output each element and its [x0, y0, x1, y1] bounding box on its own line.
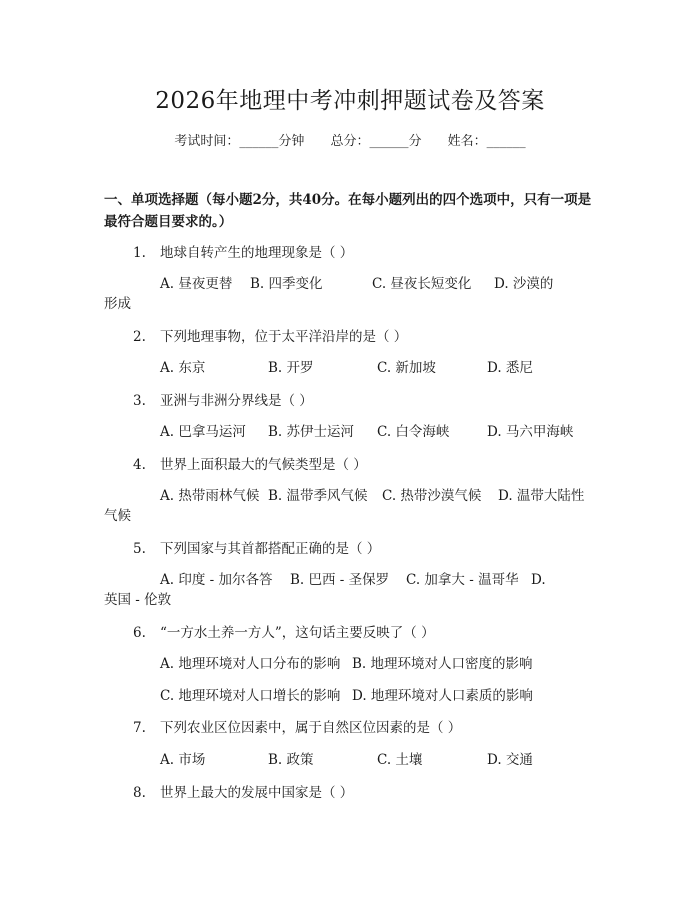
option-c: C. 白令海峡: [377, 424, 450, 440]
exam-score: 总分：______分: [330, 134, 422, 149]
question-text: 下列农业区位因素中，属于自然区位因素的是（ ）: [160, 720, 462, 736]
option-c: C. 加拿大 - 温哥华: [406, 572, 519, 588]
student-name: 姓名：______: [447, 134, 526, 149]
question-8: [133, 784, 353, 802]
option-wrap: 气候: [104, 508, 131, 524]
option-c: C. 热带沙漠气候: [382, 488, 482, 504]
option-a: A. 东京: [160, 360, 206, 376]
option-d: D. 马六甲海峡: [487, 424, 574, 440]
option-c: C. 新加坡: [377, 360, 436, 376]
option-a: A. 巴拿马运河: [160, 424, 246, 440]
option-a: A. 热带雨林气候: [160, 488, 260, 504]
question-number: 3.: [133, 393, 146, 409]
options-q7: [160, 751, 592, 769]
question-2: [133, 328, 407, 346]
question-number: 5.: [133, 541, 146, 557]
question-text: 下列国家与其首都搭配正确的是（ ）: [160, 541, 381, 557]
option-a: A. 昼夜更替: [160, 276, 233, 292]
exam-title: 2026年地理中考冲刺押题试卷及答案: [155, 88, 545, 114]
option-d: D. 交通: [487, 752, 533, 768]
question-text: 下列地理事物，位于太平洋沿岸的是（ ）: [160, 329, 408, 345]
options-q2: [160, 359, 592, 377]
section-heading: 一、单项选择题（每小题2分，共40分。在每小题列出的四个选项中，只有一项是最符合题目要求的。）: [104, 192, 592, 230]
question-text: 世界上面积最大的气候类型是（ ）: [160, 457, 367, 473]
question-text: “一方水土养一方人”，这句话主要反映了（ ）: [160, 625, 435, 641]
option-b: B. 开罗: [268, 360, 314, 376]
question-text: 亚洲与非洲分界线是（ ）: [160, 393, 313, 409]
option-d: D. 沙漠的: [494, 276, 554, 292]
option-c: C. 昼夜长短变化: [372, 276, 472, 292]
option-b: B. 政策: [268, 752, 314, 768]
option-d: D. 地理环境对人口素质的影响: [352, 688, 533, 704]
option-d: D.: [531, 572, 546, 588]
exam-info: [0, 130, 700, 149]
option-b: B. 温带季风气候: [268, 488, 368, 504]
option-c: C. 土壤: [377, 752, 423, 768]
question-number: 1.: [133, 245, 146, 261]
question-number: 8.: [133, 785, 146, 801]
option-a: A. 地理环境对人口分布的影响: [160, 656, 341, 672]
option-b: B. 苏伊士运河: [268, 424, 355, 440]
question-4: [133, 456, 367, 474]
question-text: 世界上最大的发展中国家是（ ）: [160, 785, 354, 801]
exam-time: 考试时间：______分钟: [174, 134, 305, 149]
options-q4: [160, 487, 592, 505]
options-q1: [160, 275, 592, 293]
question-3: [133, 392, 313, 410]
options-q5: [160, 571, 592, 589]
options-q3: [160, 423, 592, 441]
question-text: 地球自转产生的地理现象是（ ）: [160, 245, 354, 261]
option-wrap: 英国 - 伦敦: [104, 592, 172, 608]
option-a: A. 市场: [160, 752, 206, 768]
question-5: [133, 540, 380, 558]
option-d: D. 温带大陆性: [498, 488, 585, 504]
option-b: B. 地理环境对人口密度的影响: [352, 656, 533, 672]
option-wrap: 形成: [104, 296, 131, 312]
question-number: 6.: [133, 625, 146, 641]
option-a: A. 印度 - 加尔各答: [160, 572, 273, 588]
options-q6-row1: [160, 655, 592, 673]
option-c: C. 地理环境对人口增长的影响: [160, 688, 341, 704]
question-number: 2.: [133, 329, 146, 345]
options-q6-row2: [160, 687, 592, 705]
option-d: D. 悉尼: [487, 360, 533, 376]
option-b: B. 巴西 - 圣保罗: [290, 572, 390, 588]
question-1: [133, 244, 353, 262]
question-6: [133, 624, 435, 642]
question-number: 7.: [133, 720, 146, 736]
option-b: B. 四季变化: [250, 276, 323, 292]
question-number: 4.: [133, 457, 146, 473]
question-7: [133, 719, 461, 737]
